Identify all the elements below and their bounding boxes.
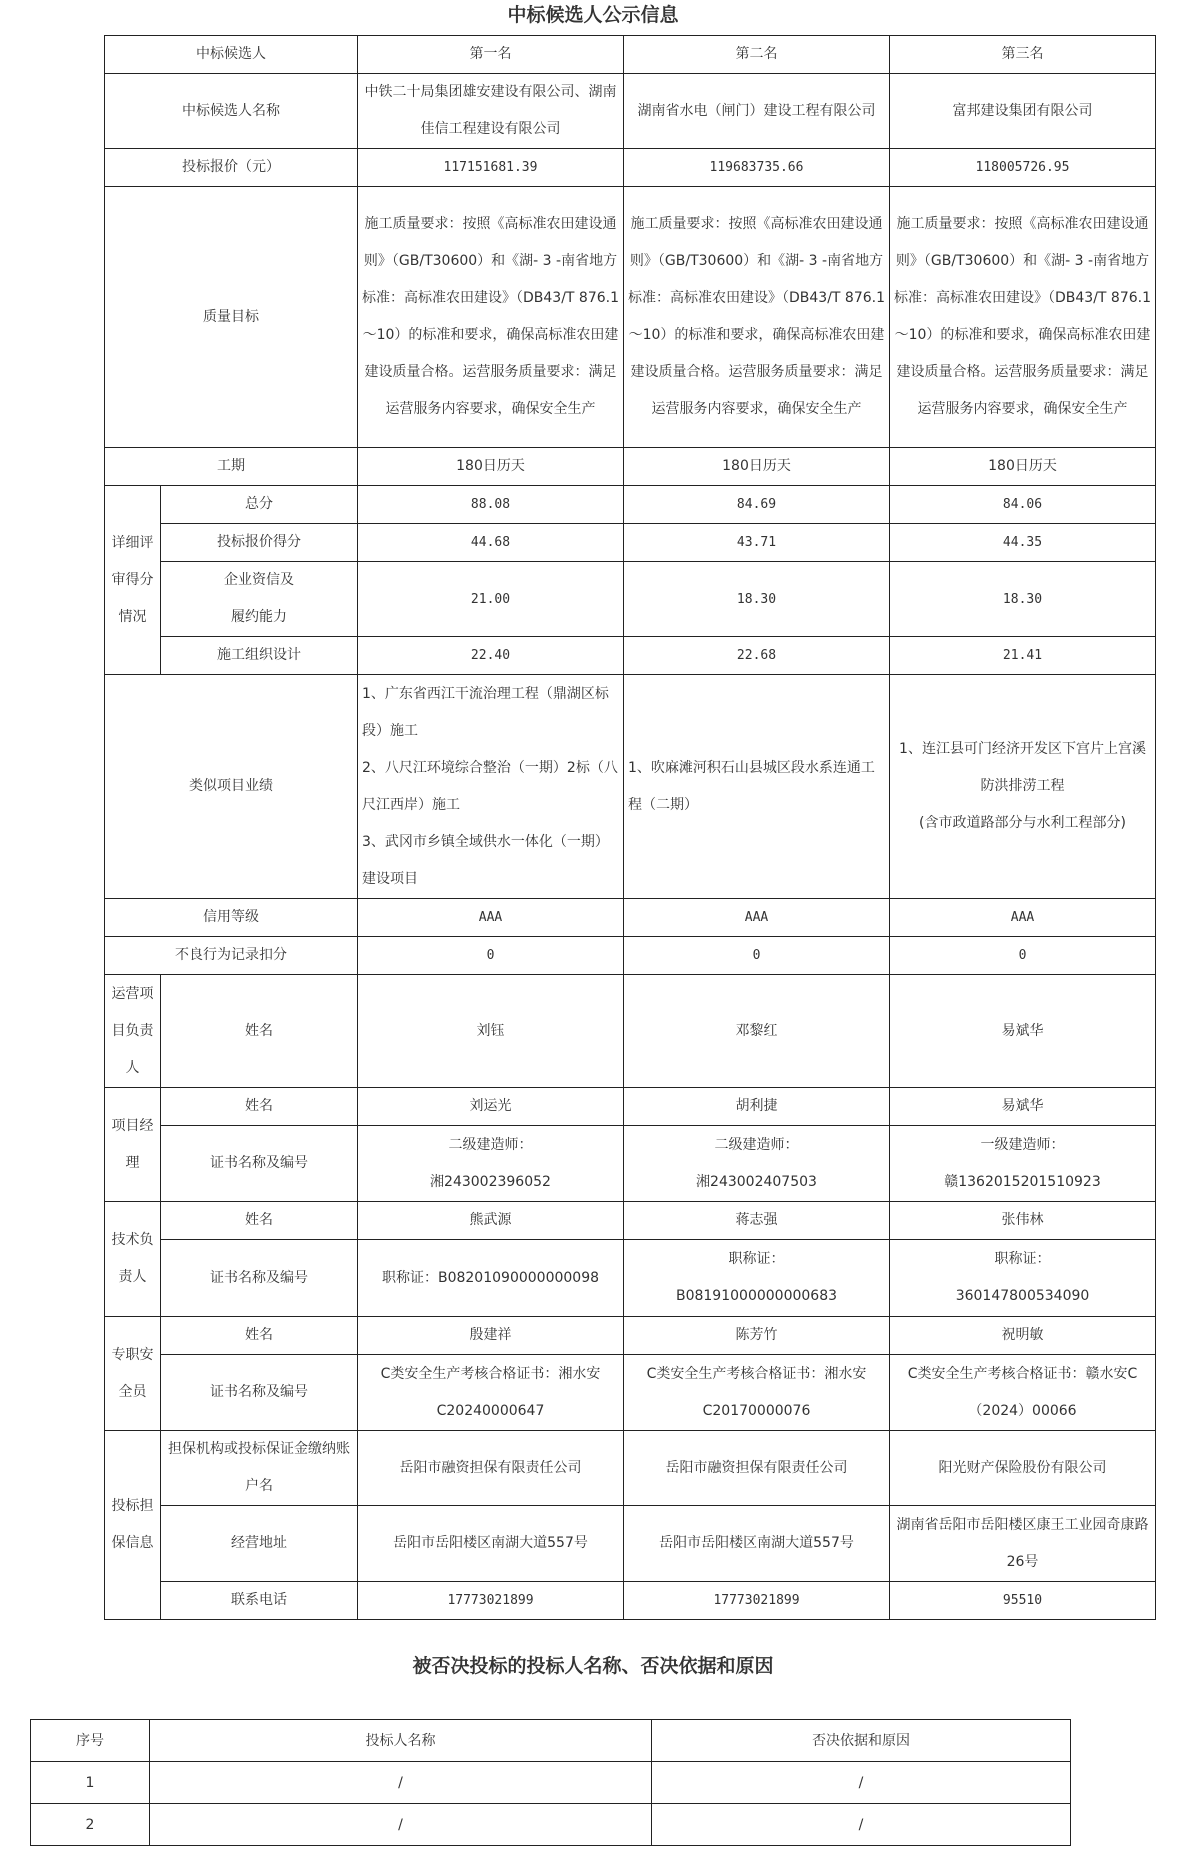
guarantee-account-3: 阳光财产保险股份有限公司 [890,1431,1156,1506]
table-row [31,1720,1071,1762]
table-row [105,448,1156,486]
pm-group-label: 项目经理 [105,1088,161,1202]
table-row [105,675,1156,899]
bid-price-2: 119683735.66 [624,149,890,187]
tech-name-label: 姓名 [161,1202,358,1240]
cert-title: C类安全生产考核合格证书：赣水安C [907,1365,1138,1382]
guarantee-phone-1: 17773021899 [358,1582,624,1620]
pm-cert-2 [624,1126,890,1202]
cert-title: 二级建造师： [448,1136,533,1153]
rank-2-header: 第二名 [624,36,890,74]
cert-number: 赣1362015201510923 [944,1173,1101,1190]
cert-number: B08191000000000683 [675,1288,838,1304]
design-score-2: 22.68 [624,637,890,675]
credit-label: 信用等级 [105,899,358,937]
bad-record-3: 0 [890,937,1156,975]
table-row [105,1431,1156,1506]
similar-projects-2: 1、吹麻滩河积石山县城区段水系连通工程（二期） [624,675,890,899]
similar-project-item: 2、八尺江环境综合整治（一期）2标（八尺江西岸）施工 [362,759,618,813]
score-group-label: 详细评审得分情况 [105,486,161,675]
similar-projects-3 [890,675,1156,899]
pm-name-1: 刘运光 [358,1088,624,1126]
safety-group-label: 专职安全员 [105,1317,161,1431]
table-row [105,975,1156,1088]
guarantee-phone-label: 联系电话 [161,1582,358,1620]
quality-label: 质量目标 [105,187,358,448]
table-row [105,1202,1156,1240]
table-row [105,1126,1156,1202]
guarantee-address-1: 岳阳市岳阳楼区南湖大道557号 [358,1506,624,1582]
guarantee-phone-3: 95510 [890,1582,1156,1620]
tech-cert-2 [624,1240,890,1317]
qualification-label [161,562,358,637]
table-row [105,637,1156,675]
cert-number: （2024）00066 [968,1402,1077,1419]
period-3: 180日历天 [890,448,1156,486]
cert-number: C20240000647 [436,1402,545,1419]
period-label: 工期 [105,448,358,486]
table-row [105,486,1156,524]
table-row [105,187,1156,448]
price-score-label: 投标报价得分 [161,524,358,562]
safety-cert-1 [358,1355,624,1431]
table-row [105,1582,1156,1620]
table-row [105,149,1156,187]
period-1: 180日历天 [358,448,624,486]
cert-title: 一级建造师： [980,1136,1065,1153]
table-row [105,1355,1156,1431]
candidate-name-3: 富邦建设集团有限公司 [890,74,1156,149]
reject-row-reason: / [652,1762,1071,1804]
ops-manager-group-label: 运营项目负责人 [105,975,161,1088]
period-2: 180日历天 [624,448,890,486]
similar-project-item: 3、武冈市乡镇全域供水一体化（一期）建设项目 [362,833,609,887]
candidate-table [104,35,1156,1620]
total-score-label: 总分 [161,486,358,524]
ops-manager-name-label: 姓名 [161,975,358,1088]
cert-number: C20170000076 [702,1402,811,1419]
rank-1-header: 第一名 [358,36,624,74]
guarantee-address-2: 岳阳市岳阳楼区南湖大道557号 [624,1506,890,1582]
total-score-2: 84.69 [624,486,890,524]
pm-name-3: 易斌华 [890,1088,1156,1126]
reject-row-bidder: / [150,1804,652,1846]
guarantee-group-label: 投标担保信息 [105,1431,161,1620]
tech-cert-3 [890,1240,1156,1317]
cert-number: 360147800534090 [955,1288,1090,1304]
reject-row-index: 2 [31,1804,150,1846]
pm-cert-1 [358,1126,624,1202]
qualification-score-3: 18.30 [890,562,1156,637]
cert-title: 职称证： [728,1251,785,1267]
rank-3-header: 第三名 [890,36,1156,74]
price-score-1: 44.68 [358,524,624,562]
bad-record-1: 0 [358,937,624,975]
similar-project-item: 1、广东省西江干流治理工程（鼎湖区标段）施工 [362,685,609,739]
reject-table [30,1719,1071,1846]
safety-name-2: 陈芳竹 [624,1317,890,1355]
tech-name-2: 蒋志强 [624,1202,890,1240]
reject-row-reason: / [652,1804,1071,1846]
qualification-label-line2: 履约能力 [231,609,287,625]
table-row [105,937,1156,975]
credit-2: AAA [624,899,890,937]
total-score-3: 84.06 [890,486,1156,524]
guarantee-account-1: 岳阳市融资担保有限责任公司 [358,1431,624,1506]
tech-name-3: 张伟林 [890,1202,1156,1240]
design-score-label: 施工组织设计 [161,637,358,675]
price-score-3: 44.35 [890,524,1156,562]
table-row [105,899,1156,937]
table-row [105,1088,1156,1126]
reject-row-bidder: / [150,1762,652,1804]
reject-header-bidder: 投标人名称 [150,1720,652,1762]
price-score-2: 43.71 [624,524,890,562]
credit-1: AAA [358,899,624,937]
design-score-1: 22.40 [358,637,624,675]
tech-name-1: 熊武源 [358,1202,624,1240]
header-label: 中标候选人 [105,36,358,74]
bad-record-2: 0 [624,937,890,975]
table-row [105,524,1156,562]
safety-name-1: 殷建祥 [358,1317,624,1355]
table-row [31,1804,1071,1846]
cert-number: 湘243002407503 [696,1173,817,1190]
ops-manager-2: 邓黎红 [624,975,890,1088]
safety-cert-label: 证书名称及编号 [161,1355,358,1431]
cert-title: C类安全生产考核合格证书：湘水安 [380,1365,601,1382]
credit-3: AAA [890,899,1156,937]
quality-2: 施工质量要求：按照《高标准农田建设通则》（GB/T30600）和《湖- 3 -南省地方标准：高标准农田建设》（DB43/T 876.1～10）的标准和要求，确保高标准农田建建设质量合格。运营服务质量要求：满足运营服务内容要求，确保安全生产 [624,187,890,448]
design-score-3: 21.41 [890,637,1156,675]
bad-record-label: 不良行为记录扣分 [105,937,358,975]
cert-title: C类安全生产考核合格证书：湘水安 [646,1365,867,1382]
safety-name-label: 姓名 [161,1317,358,1355]
reject-header-index: 序号 [31,1720,150,1762]
cert-title: 职称证： [994,1251,1051,1267]
qualification-score-2: 18.30 [624,562,890,637]
qualification-score-1: 21.00 [358,562,624,637]
safety-cert-2 [624,1355,890,1431]
candidate-name-1: 中铁二十局集团雄安建设有限公司、湖南佳信工程建设有限公司 [358,74,624,149]
table-row [105,1317,1156,1355]
table-row [31,1762,1071,1804]
pm-cert-label: 证书名称及编号 [161,1126,358,1202]
guarantee-address-label: 经营地址 [161,1506,358,1582]
total-score-1: 88.08 [358,486,624,524]
tech-group-label: 技术负责人 [105,1202,161,1317]
pm-cert-3 [890,1126,1156,1202]
table-row [105,562,1156,637]
reject-section-title: 被否决投标的投标人名称、否决依据和原因 [412,1655,774,1677]
pm-name-2: 胡利捷 [624,1088,890,1126]
pm-name-label: 姓名 [161,1088,358,1126]
table-row [105,36,1156,74]
tech-cert-label: 证书名称及编号 [161,1240,358,1317]
table-row [105,1240,1156,1317]
guarantee-account-2: 岳阳市融资担保有限责任公司 [624,1431,890,1506]
safety-cert-3 [890,1355,1156,1431]
similar-project-item: 1、连江县可门经济开发区下宫片上宫溪防洪排涝工程 [899,741,1146,794]
quality-3: 施工质量要求：按照《高标准农田建设通则》（GB/T30600）和《湖- 3 -南省地方标准：高标准农田建设》（DB43/T 876.1～10）的标准和要求，确保高标准农田建建设质量合格。运营服务质量要求：满足运营服务内容要求，确保安全生产 [890,187,1156,448]
cert-number: 湘243002396052 [430,1173,551,1190]
guarantee-account-label: 担保机构或投标保证金缴纳账户名 [161,1431,358,1506]
guarantee-address-3: 湖南省岳阳市岳阳楼区康王工业园奇康路26号 [890,1506,1156,1582]
table-row [105,1506,1156,1582]
qualification-label-line1: 企业资信及 [224,572,294,588]
tech-cert-1: 职称证：B08201090000000098 [358,1240,624,1317]
safety-name-3: 祝明敏 [890,1317,1156,1355]
guarantee-phone-2: 17773021899 [624,1582,890,1620]
bid-price-label: 投标报价（元） [105,149,358,187]
table-row [105,74,1156,149]
reject-header-reason: 否决依据和原因 [652,1720,1071,1762]
bid-price-1: 117151681.39 [358,149,624,187]
page-title: 中标候选人公示信息 [507,4,679,26]
similar-project-note: (含市政道路部分与水利工程部分) [919,815,1126,831]
candidate-name-2: 湖南省水电（闸门）建设工程有限公司 [624,74,890,149]
candidate-name-label: 中标候选人名称 [105,74,358,149]
ops-manager-1: 刘钰 [358,975,624,1088]
cert-title: 二级建造师： [714,1136,799,1153]
reject-row-index: 1 [31,1762,150,1804]
ops-manager-3: 易斌华 [890,975,1156,1088]
similar-projects-1 [358,675,624,899]
bid-price-3: 118005726.95 [890,149,1156,187]
quality-1: 施工质量要求：按照《高标准农田建设通则》（GB/T30600）和《湖- 3 -南省地方标准：高标准农田建设》（DB43/T 876.1～10）的标准和要求，确保高标准农田建建设质量合格。运营服务质量要求：满足运营服务内容要求，确保安全生产 [358,187,624,448]
similar-projects-label: 类似项目业绩 [105,675,358,899]
